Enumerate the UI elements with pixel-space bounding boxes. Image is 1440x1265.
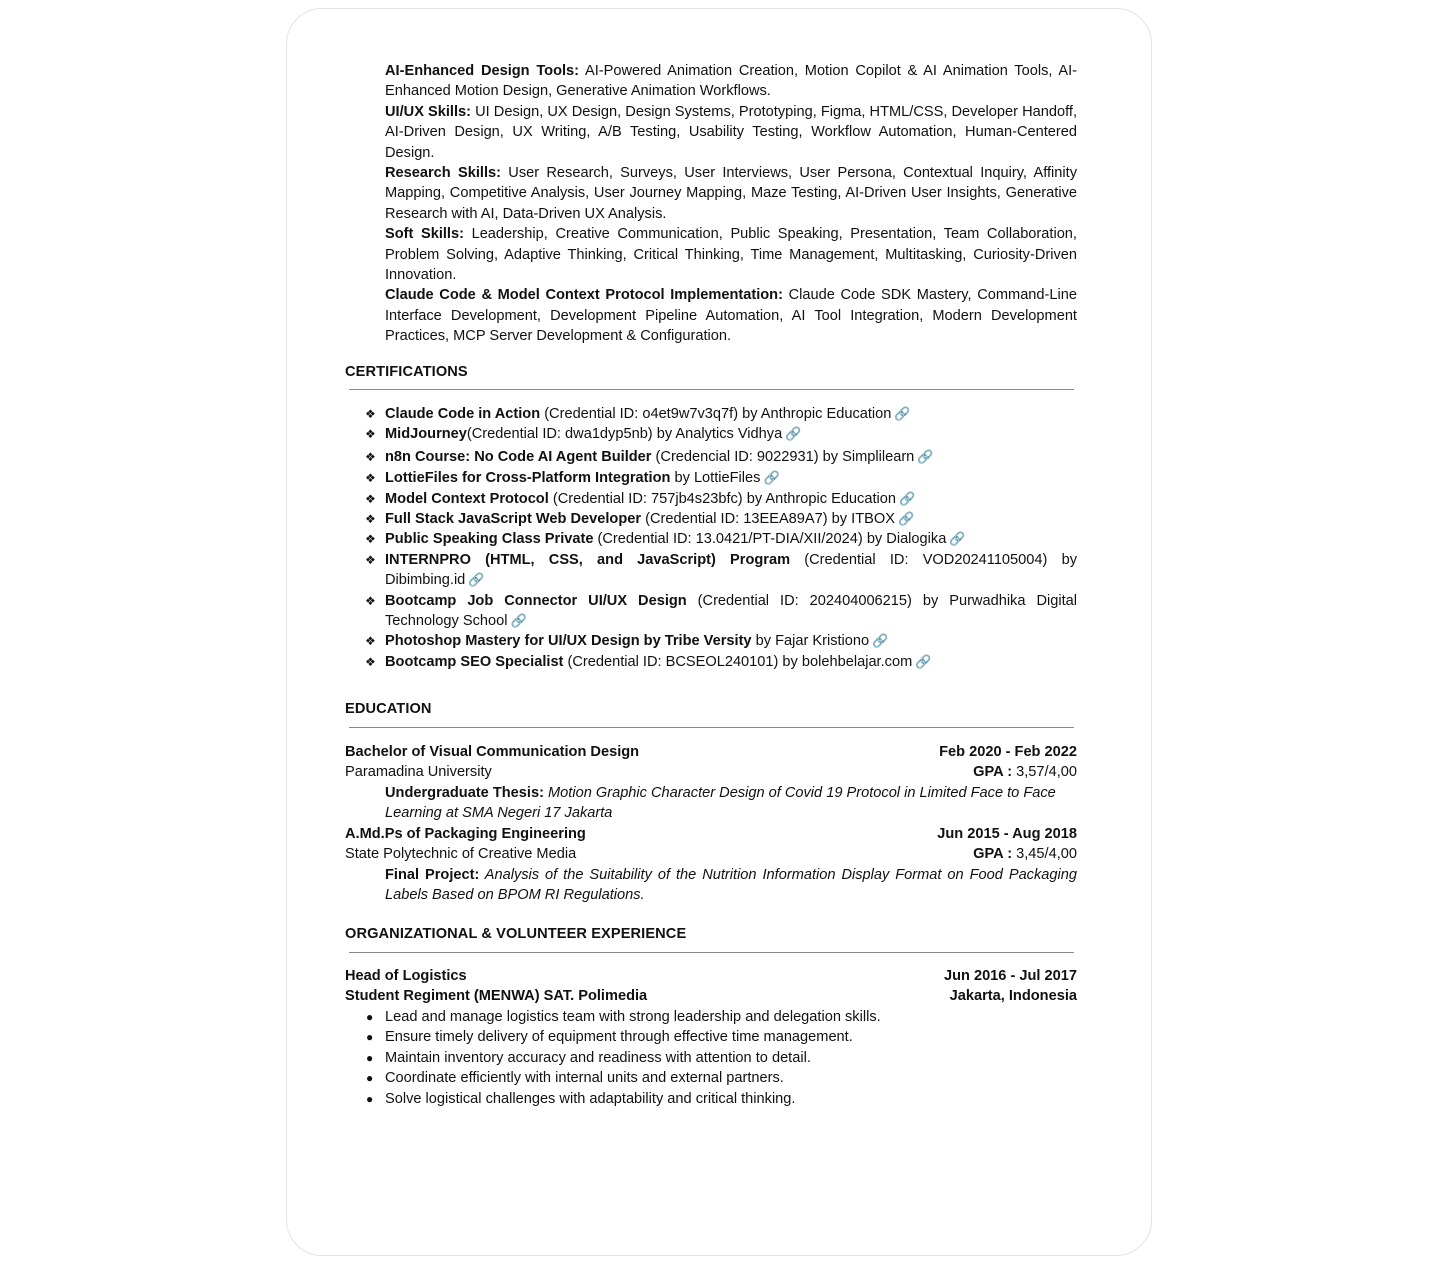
bullet-text: Maintain inventory accuracy and readiness with attention to detail. [385,1049,811,1066]
diamond-bullet-icon: ❖ [365,427,376,442]
gpa-value: 3,45/4,00 [1012,846,1077,862]
gpa [973,844,1077,864]
link-icon[interactable]: 🔗 [510,613,527,629]
skill-text: User Research, Surveys, User Interviews, User Persona, Contextual Inquiry, Affinity Mapping, Competitive Analysis, User Journey Mapping, Maze Testing, AI-Driven User Insights, Generative Research with AI, Data-Driven UX Analysis. [385,165,1077,222]
diamond-bullet-icon: ❖ [365,449,376,464]
cert-name: Bootcamp Job Connector UI/UX Design [385,592,687,609]
org-location: Jakarta, Indonesia [949,988,1077,1004]
bullet-dot-icon: ● [366,1091,374,1106]
list-item [365,1048,881,1068]
link-icon[interactable]: 🔗 [897,511,915,527]
cert-detail: (Credential ID: 13EEA89A7) by ITBOX [641,511,895,528]
cert-name: Public Speaking Class Private [385,531,594,548]
cert-detail: (Credential ID: 202404006215) by Purwadhika Digital Technology School [385,592,1077,630]
skill-label: Soft Skills: [385,226,464,243]
cert-item [365,591,1077,632]
skills-block [385,61,1077,347]
bullet-dot-icon: ● [366,1050,374,1065]
cert-name: Claude Code in Action [385,406,541,422]
cert-name: INTERNPRO (HTML, CSS, and JavaScript) Program [385,551,791,568]
diamond-bullet-icon: ❖ [365,471,376,486]
cert-detail: (Credential ID: o4et9w7v3q7f) by Anthropic Education [540,406,892,422]
cert-item [365,468,1077,488]
skill-ai-design-tools [385,61,1077,102]
org-name: Student Regiment (MENWA) SAT. Polimedia [345,988,648,1004]
skill-text: AI-Powered Animation Creation, Motion Copilot & AI Animation Tools, AI-Enhanced Motion Design, Generative Animation Workflows. [385,63,1078,100]
divider [349,389,1074,390]
gpa-value: 3,57/4,00 [1012,764,1077,780]
bullet-text: Solve logistical challenges with adaptability and critical thinking. [385,1090,796,1107]
cert-item [365,550,1077,591]
cert-detail: by LottieFiles [670,470,761,487]
link-icon[interactable]: 🔗 [949,531,966,547]
gpa-label: GPA : [973,764,1013,780]
cert-name: LottieFiles for Cross-Platform Integration [385,470,671,487]
cert-item [365,509,1077,529]
cert-detail: by Fajar Kristiono [751,633,870,650]
note-label: Final Project: [385,867,480,883]
link-icon[interactable]: 🔗 [899,490,916,506]
skill-label: Claude Code & Model Context Protocol Implementation: [385,287,783,304]
skill-text: Leadership, Creative Communication, Public Speaking, Presentation, Team Collaboration, Problem Solving, Adaptive Thinking, Critical Thinking, Time Management, Multitasking, Curiosity-Driven Innovation. [385,226,1077,284]
diamond-bullet-icon: ❖ [365,512,376,527]
gpa-label: GPA : [973,846,1013,862]
cert-name: Photoshop Mastery for UI/UX Design by Tribe Versity [385,633,752,650]
cert-detail: (Credencial ID: 9022931) by Simplilearn [651,448,915,465]
cert-item [365,631,1077,651]
cert-detail: (Credential ID: dwa1dyp5nb) by Analytics Vidhya [466,426,783,443]
divider [349,727,1074,728]
bullet-dot-icon: ● [366,1010,374,1024]
diamond-bullet-icon: ❖ [365,654,376,669]
diamond-bullet-icon: ❖ [365,491,376,506]
cert-item [365,652,1077,672]
degree-title: Bachelor of Visual Communication Design [345,744,640,760]
certifications-list [365,404,1077,672]
section-title-education: EDUCATION [345,701,432,717]
skill-label: UI/UX Skills: [385,103,472,120]
list-item [365,1089,881,1109]
link-icon[interactable]: 🔗 [872,633,889,649]
diamond-bullet-icon: ❖ [365,593,376,608]
cert-detail: (Credential ID: VOD20241105004) by Dibimbing.id [385,551,1077,589]
cert-detail: (Credential ID: BCSEOL240101) by bolehbelajar.com [563,653,913,670]
cert-item [365,529,1077,549]
note-text: Motion Graphic Character Design of Covid 19 Protocol in Limited Face to Face Learning at SMA Negeri 17 Jakarta [385,785,1056,822]
list-item [365,1007,881,1027]
org-bullet-list [365,1007,881,1109]
cert-name: Model Context Protocol [385,490,549,507]
link-icon[interactable]: 🔗 [468,572,485,588]
skill-research [385,163,1077,224]
link-icon[interactable]: 🔗 [763,470,780,486]
org-role: Head of Logistics [345,968,467,984]
cert-detail: (Credential ID: 757jb4s23bfc) by Anthropic Education [548,490,896,507]
cert-item [365,424,1077,444]
cert-name: Full Stack JavaScript Web Developer [385,511,642,528]
cert-name: MidJourney [385,426,467,443]
cert-name: Bootcamp SEO Specialist [385,653,564,670]
thesis-note [385,783,1077,824]
school-name: State Polytechnic of Creative Media [345,846,577,862]
link-icon[interactable]: 🔗 [785,426,802,442]
skill-label: Research Skills: [385,165,501,182]
org-dates: Jun 2016 - Jul 2017 [943,968,1077,984]
note-text: Analysis of the Suitability of the Nutrition Information Display Format on Food Packaging Labels Based on BPOM RI Regulations. [385,867,1077,904]
bullet-dot-icon: ● [366,1071,374,1086]
divider [349,952,1074,953]
skill-text: Claude Code SDK Mastery, Command-Line Interface Development, Development Pipeline Automation, AI Tool Integration, Modern Development Practices, MCP Server Development & Configuration. [385,287,1077,345]
bullet-text: Lead and manage logistics team with strong leadership and delegation skills. [385,1009,881,1025]
degree-title: A.Md.Ps of Packaging Engineering [345,826,586,842]
list-item [365,1027,881,1047]
link-icon[interactable]: 🔗 [915,653,932,669]
bullet-text: Ensure timely delivery of equipment through effective time management. [385,1029,853,1046]
skill-text: UI Design, UX Design, Design Systems, Prototyping, Figma, HTML/CSS, Developer Handoff, AI-Driven Design, UX Writing, A/B Testing, Usability Testing, Workflow Automation, Human-Centered Design. [385,103,1078,161]
bullet-text: Coordinate efficiently with internal units and external partners. [385,1070,784,1087]
degree-dates: Jun 2015 - Aug 2018 [937,826,1077,842]
skill-label: AI-Enhanced Design Tools: [385,63,580,79]
degree-dates: Feb 2020 - Feb 2022 [939,744,1077,760]
note-label: Undergraduate Thesis: [385,785,544,801]
section-title-certifications: CERTIFICATIONS [345,364,468,380]
diamond-bullet-icon: ❖ [365,532,376,547]
diamond-bullet-icon: ❖ [365,407,376,421]
cert-item [365,489,1077,509]
cert-item [365,404,1077,424]
section-title-organizational: ORGANIZATIONAL & VOLUNTEER EXPERIENCE [345,926,687,942]
cert-detail: (Credential ID: 13.0421/PT-DIA/XII/2024) by Dialogika [593,531,947,548]
gpa [973,762,1077,782]
link-icon[interactable]: 🔗 [894,406,911,421]
cert-item [365,447,1077,467]
skill-soft [385,224,1077,285]
school-name: Paramadina University [345,764,492,780]
diamond-bullet-icon: ❖ [365,552,376,567]
final-project-note [385,865,1077,906]
skill-claude-mcp [385,285,1077,346]
bullet-dot-icon: ● [366,1030,374,1045]
list-item [365,1068,881,1088]
diamond-bullet-icon: ❖ [365,634,376,649]
link-icon[interactable]: 🔗 [917,448,934,464]
cert-name: n8n Course: No Code AI Agent Builder [385,448,652,465]
skill-uiux [385,102,1077,163]
